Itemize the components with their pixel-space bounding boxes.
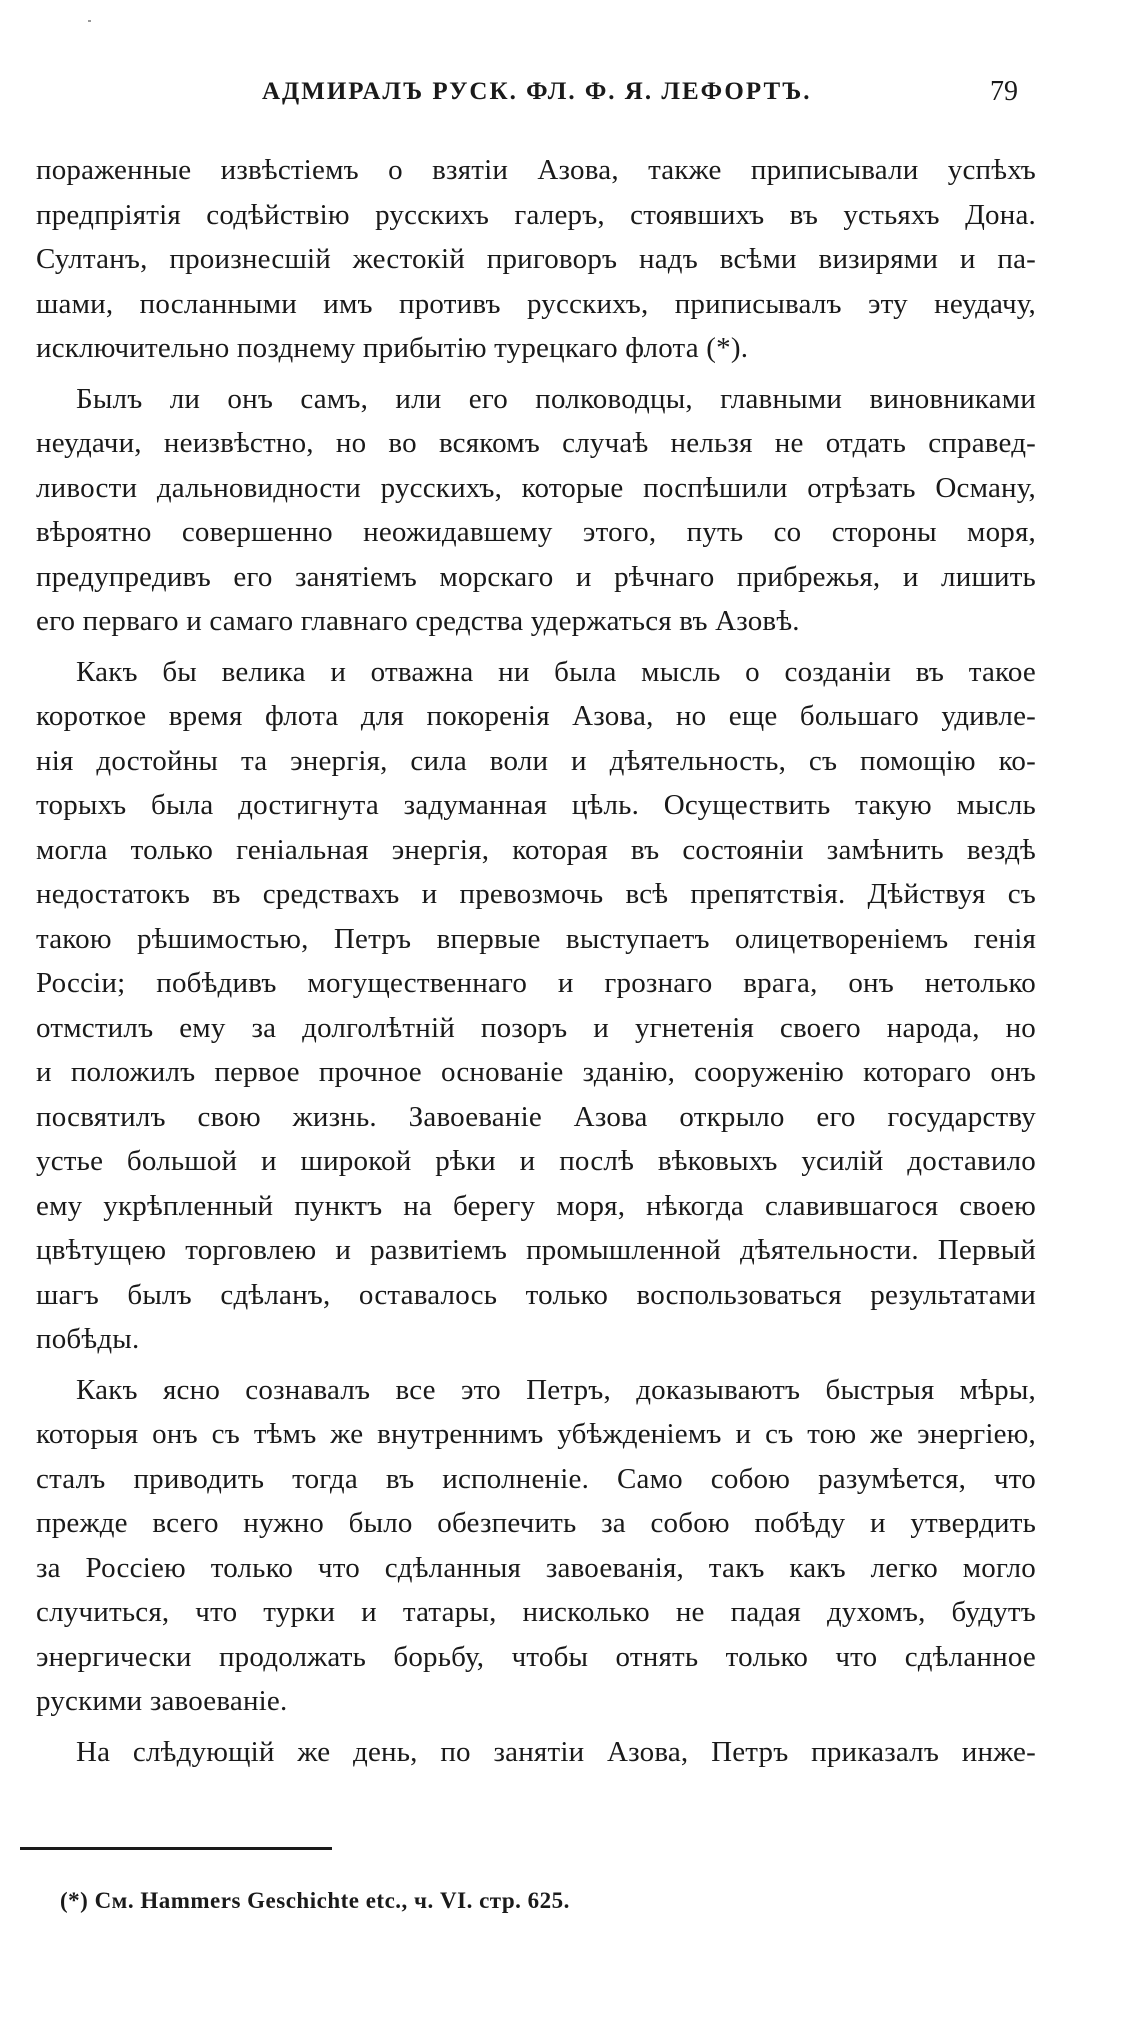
text-line: Россіи; побѣдивъ могущественнаго и грознаго врага, онъ нетолько: [36, 967, 1036, 999]
page-number: 79: [990, 76, 1018, 107]
text-line: ему укрѣпленный пунктъ на берегу моря, нѣкогда славившагося своею: [36, 1189, 1036, 1222]
text-line: сталъ приводить тогда въ исполненіе. Само собою разумѣется, что: [36, 1462, 1036, 1495]
text-line: отмстилъ ему за долголѣтній позоръ и угнетенія своего народа, но: [36, 1011, 1036, 1044]
text-line: вѣроятно совершенно неожидавшему этого, путь со стороны моря,: [36, 516, 1036, 548]
paragraph-5: [36, 1730, 1036, 1775]
text-line: которыя онъ съ тѣмъ же внутреннимъ убѣжденіемъ и съ тою же энергіею,: [36, 1418, 1036, 1450]
text-line: недостатокъ въ средствахъ и превозмочь всѣ препятствія. Дѣйствуя съ: [36, 878, 1036, 910]
text-line: энергически продолжать борьбу, чтобы отнять только что сдѣланное: [36, 1640, 1036, 1673]
paragraph-1: [36, 148, 1036, 371]
text-line: Былъ ли онъ самъ, или его полководцы, главными виновниками: [76, 382, 1036, 415]
paragraph-2: [36, 377, 1036, 644]
text-line: побѣды.: [36, 1323, 140, 1355]
footnote: (*) См. Hammers Geschichte etc., ч. VI. стр. 625.: [60, 1888, 570, 1913]
text-line: Султанъ, произнесшій жестокій приговоръ надъ всѣми визирями и па-: [36, 243, 1036, 275]
text-line: случиться, что турки и татары, нисколько не падая духомъ, будутъ: [36, 1596, 1036, 1628]
print-speck: [88, 20, 91, 22]
text-line: посвятилъ свою жизнь. Завоеваніе Азова открыло его государству: [36, 1100, 1036, 1133]
text-line: устье большой и широкой рѣки и послѣ вѣковыхъ усилій доставило: [36, 1145, 1036, 1177]
text-line: Какъ ясно сознавалъ все это Петръ, доказываютъ быстрыя мѣры,: [76, 1373, 1036, 1406]
text-line: предупредивъ его занятіемъ морскаго и рѣчнаго прибрежья, и лишить: [36, 560, 1036, 593]
text-line: пораженные извѣстіемъ о взятіи Азова, также приписывали успѣхъ: [36, 154, 1036, 186]
text-line: ливости дальновидности русскихъ, которые поспѣшили отрѣзать Осману,: [36, 471, 1036, 504]
paragraph-4: [36, 1368, 1036, 1724]
text-line: и положилъ первое прочное основаніе зданію, сооруженію котораго онъ: [36, 1056, 1036, 1088]
text-line: такою рѣшимостью, Петръ впервые выступаетъ олицетвореніемъ генія: [36, 922, 1036, 955]
text-line: шагъ былъ сдѣланъ, оставалось только воспользоваться результатами: [36, 1278, 1036, 1311]
footnote-divider: [20, 1847, 332, 1850]
text-line: могла только геніальная энергія, которая въ состояніи замѣнить вездѣ: [36, 833, 1036, 866]
text-line: На слѣдующій же день, по занятіи Азова, Петръ приказалъ инже-: [76, 1735, 1036, 1768]
text-line: его перваго и самаго главнаго средства удержаться въ Азовѣ.: [36, 605, 800, 637]
text-line: шами, посланными имъ противъ русскихъ, приписывалъ эту неудачу,: [36, 287, 1036, 320]
text-line: Какъ бы велика и отважна ни была мысль о созданіи въ такое: [76, 655, 1036, 688]
text-line: за Россіею только что сдѣланныя завоеванія, такъ какъ легко могло: [36, 1551, 1036, 1584]
text-line: нія достойны та энергія, сила воли и дѣятельность, съ помощію ко-: [36, 744, 1036, 777]
text-line: исключительно позднему прибытію турецкаго флота (*).: [36, 332, 749, 364]
text-line: предпріятія содѣйствію русскихъ галеръ, стоявшихъ въ устьяхъ Дона.: [36, 198, 1036, 231]
running-title: АДМИРАЛЪ РУСК. ФЛ. Ф. Я. ЛЕФОРТЪ.: [262, 78, 812, 105]
text-line: неудачи, неизвѣстно, но во всякомъ случаѣ нельзя не отдать справед-: [36, 427, 1036, 459]
text-line: рускими завоеваніе.: [36, 1685, 288, 1717]
text-line: прежде всего нужно было обезпечить за собою побѣду и утвердить: [36, 1507, 1036, 1539]
text-line: короткое время флота для покоренія Азова, но еще большаго удивле-: [36, 700, 1036, 732]
text-line: торыхъ была достигнута задуманная цѣль. Осуществить такую мысль: [36, 789, 1036, 821]
paragraph-3: [36, 650, 1036, 1362]
body-text: [36, 148, 1036, 1774]
text-line: цвѣтущею торговлею и развитіемъ промышленной дѣятельности. Первый: [36, 1234, 1036, 1266]
